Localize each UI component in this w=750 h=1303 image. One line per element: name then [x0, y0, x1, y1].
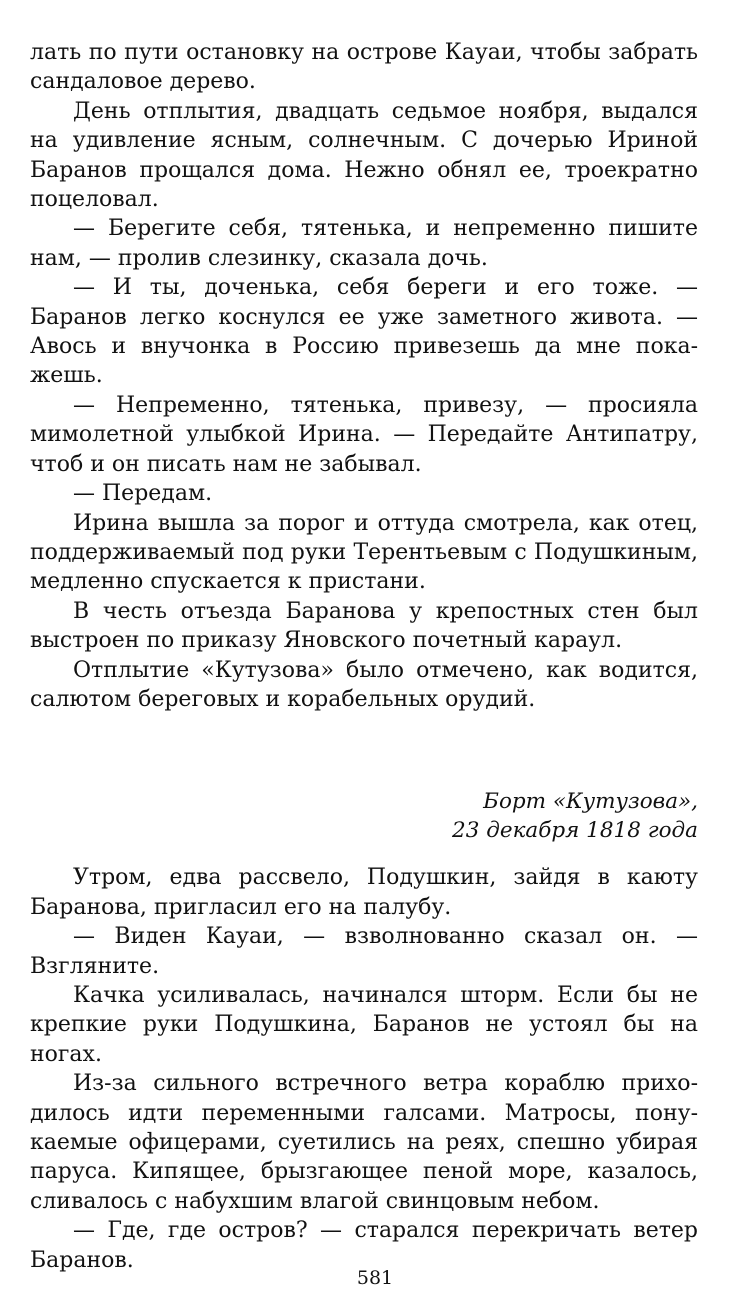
- page-number: 581: [356, 1267, 394, 1289]
- dateline-place: Борт «Кутузова»,: [483, 789, 698, 815]
- paragraph: Отплытие «Кутузова» было отмечено, как водится, салютом береговых и корабельных орудий.: [30, 657, 698, 712]
- paragraph: — Виден Кауаи, — взволнованно сказал он. — Взгляните.: [30, 924, 698, 979]
- paragraph: — Где, где остров? — старался перекричать ветер Баранов.: [30, 1218, 698, 1273]
- paragraph: — Передам.: [73, 481, 213, 507]
- section-departure: [30, 38, 698, 714]
- paragraph: Ирина вышла за порог и оттуда смотрела, как отец, поддерживаемый под руки Терентьевым с Подушкиным, медленно спускается к пристани.: [30, 510, 698, 595]
- paragraph: лать по пути остановку на острове Кауаи, чтобы забрать сандаловое дерево.: [30, 40, 698, 95]
- paragraph: Качка усиливалась, начинался шторм. Если бы не крепкие руки Подушкина, Баранов не устоял бы на ногах.: [30, 982, 698, 1067]
- dateline-date: 23 декабря 1818 года: [452, 818, 698, 844]
- paragraph: Из-за сильного встречного ветра кораблю приходилось идти переменными галсами. Матросы, понукаемые офицерами, суетились на реях, спешно убирая паруса. Кипящее, брызгающее пеной море, казалось, сливалось с набухшим влагой свинцовым небом.: [30, 1071, 698, 1214]
- paragraph: — Непременно, тятенька, привезу, — просияла мимолетной улыбкой Ирина. — Передайте Антипатру, чтоб и он писать нам не забывал.: [30, 392, 698, 477]
- dateline: [30, 787, 698, 845]
- paragraph: — И ты, доченька, себя береги и его тоже. — Баранов легко коснулся ее уже заметного живота. — Авось и внучонка в Россию привезешь да мне покажешь.: [30, 275, 698, 389]
- paragraph: В честь отъезда Баранова у крепостных стен был выстроен по приказу Яновского почетный караул.: [30, 598, 698, 654]
- section-voyage: [30, 863, 698, 1275]
- book-page: [30, 38, 698, 1275]
- paragraph: Утром, едва рассвело, Подушкин, зайдя в каюту Баранова, пригласил его на палубу.: [30, 865, 698, 920]
- paragraph: — Берегите себя, тятенька, и непременно пишите нам, — пролив слезинку, сказала дочь.: [30, 216, 698, 271]
- paragraph: День отплытия, двадцать седьмое ноября, выдался на удивление ясным, солнечным. С дочерью Ириной Баранов прощался дома. Нежно обнял ее, троекратно поцеловал.: [30, 98, 698, 213]
